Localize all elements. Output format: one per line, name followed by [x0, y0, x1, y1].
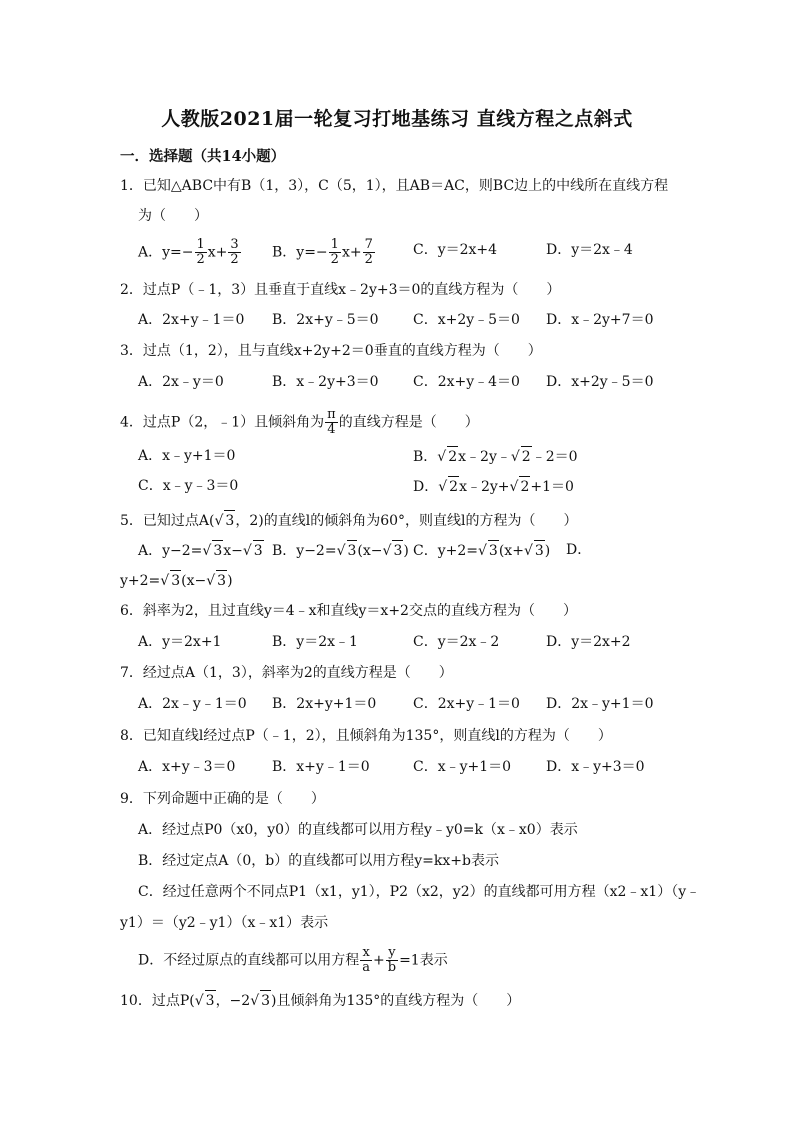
q6-option-a: A．y＝2x+1: [138, 634, 222, 650]
q1-option-a: A．y=− $\frac{1}{2}$ x+ $\frac{3}{2}$: [138, 237, 239, 267]
question-9-stem: 9．下列命题中正确的是（ ）: [120, 791, 325, 807]
q8-option-a: A．x+y﹣3＝0: [138, 759, 236, 775]
q3-option-b: B．x﹣2y+3＝0: [272, 374, 379, 390]
q4-option-a: A．x﹣y+1＝0: [138, 448, 236, 464]
q3-option-a: A．2x﹣y＝0: [138, 374, 224, 390]
q9-option-a: A．经过点P0（x0，y0）的直线都可以用方程y﹣y0=k（x﹣x0）表示: [138, 822, 578, 838]
question-3-stem: 3．过点（1，2），且与直线x+2y+2＝0垂直的直线方程为（ ）: [120, 343, 542, 359]
q5-option-a: A．y−2=√ 3x−√ 3: [138, 540, 264, 561]
q1-option-b: B．y=− $\frac{1}{2}$ x+ $\frac{7}{2}$: [272, 237, 373, 267]
q6-option-b: B．y＝2x﹣1: [272, 634, 358, 650]
question-1-stem-cont: 为（ ）: [138, 208, 208, 224]
question-10-stem: 10．过点P(√ 3，−2√ 3)且倾斜角为135°的直线方程为（ ）: [120, 990, 520, 1011]
q8-option-b: B．x+y﹣1＝0: [272, 759, 370, 775]
q9-option-b: B．经过定点A（0，b）的直线都可以用方程y=kx+b表示: [138, 853, 499, 869]
q8-option-d: D．x﹣y+3＝0: [546, 759, 645, 775]
q9-option-c-cont: y1）＝（y2﹣y1）（x﹣x1）表示: [120, 915, 329, 931]
q2-option-c: C．x+2y﹣5＝0: [413, 312, 520, 328]
q2-option-b: B．2x+y﹣5＝0: [272, 312, 379, 328]
question-6-stem: 6．斜率为2，且过直线y＝4﹣x和直线y＝x+2交点的直线方程为（ ）: [120, 603, 577, 619]
q3-option-d: D．x+2y﹣5＝0: [546, 374, 654, 390]
question-1-stem: 1．已知△ABC中有B（1，3），C（5，1），且AB＝AC，则BC边上的中线所在直线方程: [120, 178, 669, 194]
q5-option-c: C．y+2=√ 3(x+√ 3): [413, 540, 550, 561]
q6-option-d: D．y＝2x+2: [546, 634, 631, 650]
q1-option-c: C．y＝2x+4: [413, 242, 498, 258]
q3-option-c: C．2x+y﹣4＝0: [413, 374, 520, 390]
q7-option-b: B．2x+y+1＝0: [272, 696, 377, 712]
question-7-stem: 7．经过点A（1，3），斜率为2的直线方程是（ ）: [120, 665, 453, 681]
q7-option-c: C．2x+y﹣1＝0: [413, 696, 520, 712]
q4-option-c: C．x﹣y﹣3＝0: [138, 478, 239, 494]
q4-option-b: B．√ 2x﹣2y﹣√ 2﹣2＝0: [413, 446, 578, 467]
q4-option-d: D．√ 2x﹣2y+√ 2+1＝0: [413, 476, 574, 497]
q8-option-c: C．x﹣y+1＝0: [413, 759, 512, 775]
section-heading: 一．选择题（共14小题）: [120, 148, 286, 165]
question-8-stem: 8．已知直线l经过点P（﹣1，2），且倾斜角为135°，则直线l的方程为（ ）: [120, 728, 612, 744]
question-2-stem: 2．过点P（﹣1，3）且垂直于直线x﹣2y+3＝0的直线方程为（ ）: [120, 282, 561, 298]
q5-option-b: B．y−2=√ 3(x−√ 3): [272, 540, 409, 561]
q5-option-d: y+2=√ 3(x−√ 3): [120, 570, 233, 591]
q5-option-d-label: D．: [566, 542, 592, 558]
question-5-stem: 5．已知过点A(√ 3，2)的直线l的倾斜角为60°，则直线l的方程为（ ）: [120, 510, 578, 531]
q1-option-d: D．y＝2x﹣4: [546, 242, 633, 258]
q7-option-a: A．2x﹣y﹣1＝0: [138, 696, 247, 712]
q2-option-d: D．x﹣2y+7＝0: [546, 312, 654, 328]
q7-option-d: D．2x﹣y+1＝0: [546, 696, 654, 712]
q9-option-d: D．不经过原点的直线都可以用方程 $\frac{x}{a}$ + $\frac{y}{b}$ =1表示: [138, 945, 448, 975]
page-title: 人教版2021届一轮复习打地基练习 直线方程之点斜式: [161, 108, 633, 130]
q2-option-a: A．2x+y﹣1＝0: [138, 312, 245, 328]
q6-option-c: C．y＝2x﹣2: [413, 634, 500, 650]
question-4-stem: 4．过点P（2，﹣1）且倾斜角为 $\frac{\pi}{4}$ 的直线方程是（ ）: [120, 407, 479, 437]
q9-option-c: C．经过任意两个不同点P1（x1，y1），P2（x2，y2）的直线都可用方程（x2﹣x1）（y﹣: [138, 884, 701, 900]
